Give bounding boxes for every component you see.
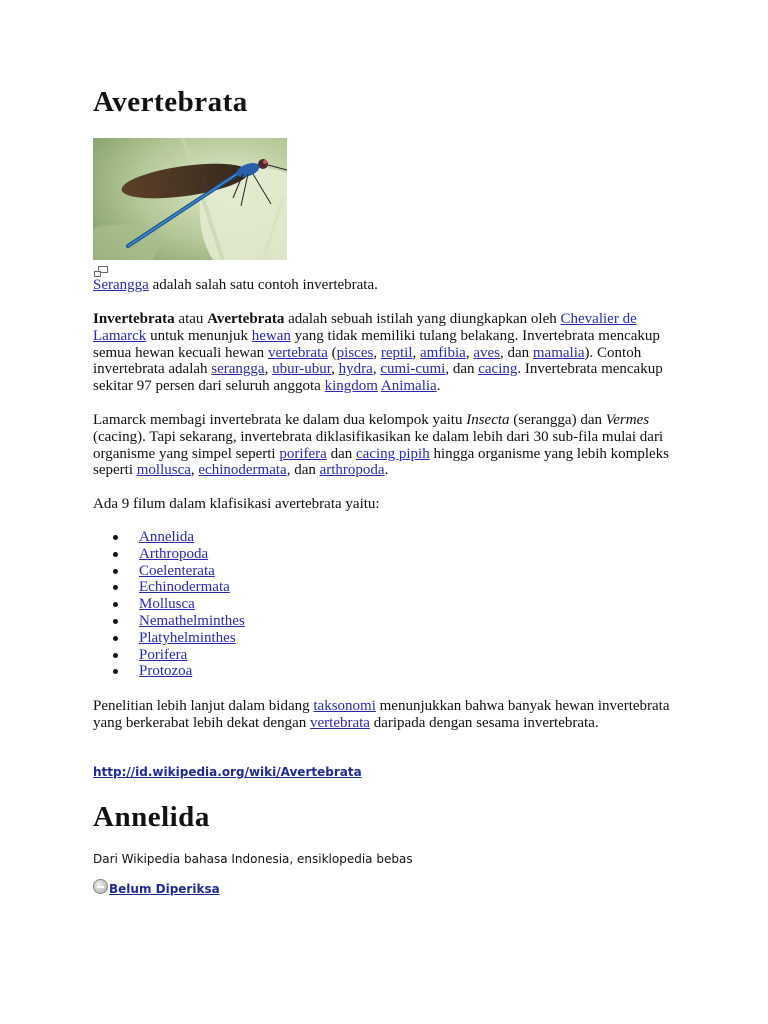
link-vertebrata[interactable]: vertebrata	[267, 344, 328, 361]
link-echinodermata[interactable]: echinodermata	[198, 462, 287, 479]
intro-paragraph	[93, 311, 678, 395]
link-arthropoda[interactable]: arthropoda	[319, 462, 385, 479]
link-phylum-echinodermata[interactable]: Echinodermata	[139, 579, 230, 596]
text: .	[436, 378, 441, 395]
text: (cacing). Tapi sekarang, invertebrata diklasifikasikan ke dalam lebih dari 30 sub-fila mulai dari organisme yang simpel seperti	[93, 428, 664, 462]
link-serangga[interactable]: Serangga	[93, 277, 149, 293]
text: untuk menunjuk	[146, 327, 252, 344]
text: , dan	[286, 462, 320, 479]
link-phylum-arthropoda[interactable]: Arthropoda	[139, 545, 209, 562]
link-phylum-protozoa[interactable]: Protozoa	[139, 663, 193, 680]
list-item	[139, 579, 245, 596]
text: ,	[372, 361, 381, 378]
link-hewan[interactable]: hewan	[251, 327, 291, 344]
link-cacing[interactable]: cacing	[478, 361, 518, 378]
text: ). Contoh invertebrata adalah	[93, 344, 642, 378]
link-hydra[interactable]: hydra	[338, 361, 373, 378]
link-phylum-mollusca[interactable]: Mollusca	[139, 596, 195, 613]
text: ,	[190, 462, 199, 479]
list-item	[139, 647, 245, 664]
text: (serangga) dan	[509, 412, 606, 428]
link-aves[interactable]: aves	[473, 344, 500, 361]
text: yang tidak memiliki tulang belakang. Invertebrata mencakup semua hewan kecuali hewan	[93, 327, 660, 361]
link-ubur-ubur[interactable]: ubur-ubur	[272, 361, 332, 378]
text: Lamarck membagi invertebrata ke dalam dua kelompok yaitu	[93, 412, 467, 428]
unreviewed-icon	[93, 879, 108, 894]
bullet-icon	[113, 602, 118, 607]
link-cacing-pipih[interactable]: cacing pipih	[356, 445, 430, 462]
article-title-avertebrata: Avertebrata	[93, 86, 248, 118]
link-taksonomi[interactable]: taksonomi	[313, 698, 376, 714]
text: menunjukkan bahwa banyak hewan invertebrata yang berkerabat lebih dekat dengan	[93, 698, 670, 731]
text: Penelitian lebih lanjut dalam bidang	[93, 698, 314, 714]
list-item	[139, 596, 245, 613]
text: adalah sebuah istilah yang diungkapkan oleh	[284, 311, 561, 327]
text: ,	[465, 344, 474, 361]
bullet-icon	[113, 569, 118, 574]
link-cumi-cumi[interactable]: cumi-cumi	[380, 361, 446, 378]
term-insecta: Insecta	[466, 412, 510, 428]
classification-paragraph	[93, 412, 678, 479]
source-url-link[interactable]: http://id.wikipedia.org/wiki/Avertebrata	[93, 765, 362, 779]
bullet-icon	[113, 653, 118, 658]
wikipedia-source-note: Dari Wikipedia bahasa Indonesia, ensiklopedia bebas	[93, 852, 413, 866]
bullet-icon	[113, 669, 118, 674]
dragonfly-photo-icon	[93, 138, 287, 260]
phyla-intro: Ada 9 filum dalam klafisikasi avertebrata yaitu:	[93, 496, 380, 512]
link-porifera[interactable]: porifera	[279, 445, 327, 462]
bullet-icon	[113, 552, 118, 557]
link-chevalier-de-lamarck[interactable]: Chevalier de Lamarck	[93, 311, 637, 344]
link-reptil[interactable]: reptil	[380, 344, 413, 361]
list-item	[139, 613, 245, 630]
text: hingga organisme yang lebih kompleks seperti	[93, 445, 670, 479]
list-item	[139, 546, 245, 563]
link-phylum-platyhelminthes[interactable]: Platyhelminthes	[139, 629, 236, 646]
review-status	[93, 882, 220, 896]
link-phylum-annelida[interactable]: Annelida	[139, 529, 194, 545]
caption-text: adalah salah satu contoh invertebrata.	[148, 277, 378, 293]
link-phylum-porifera[interactable]: Porifera	[139, 646, 188, 663]
bullet-icon	[113, 619, 118, 624]
enlarge-image-button[interactable]	[94, 264, 108, 275]
link-mamalia[interactable]: mamalia	[532, 344, 585, 361]
list-item	[139, 529, 245, 546]
text: ,	[412, 344, 420, 361]
text: ,	[264, 361, 273, 378]
text: ,	[331, 361, 339, 378]
article-title-annelida: Annelida	[93, 801, 210, 833]
link-amfibia[interactable]: amfibia	[419, 344, 466, 361]
text: .	[384, 462, 389, 479]
term-avertebrata: Avertebrata	[207, 311, 285, 327]
review-status-link[interactable]: Belum Diperiksa	[109, 882, 220, 896]
enlarge-icon	[94, 266, 108, 277]
text: , dan	[445, 361, 479, 378]
text: ,	[373, 344, 381, 361]
text: dan	[326, 445, 356, 462]
link-mollusca[interactable]: mollusca	[136, 462, 191, 479]
text: atau	[174, 311, 208, 327]
term-invertebrata: Invertebrata	[93, 311, 175, 327]
list-item	[139, 663, 245, 680]
link-phylum-nemathelminthes[interactable]: Nemathelminthes	[139, 612, 245, 629]
research-paragraph	[93, 698, 678, 732]
link-serangga-2[interactable]: serangga	[211, 361, 265, 378]
bullet-icon	[113, 535, 118, 540]
list-item	[139, 563, 245, 580]
dragonfly-image[interactable]	[93, 138, 287, 260]
phyla-list	[93, 529, 245, 680]
text: (	[327, 344, 337, 361]
link-kingdom[interactable]: kingdom	[324, 378, 378, 395]
text: daripada dengan sesama invertebrata.	[369, 714, 599, 731]
bullet-icon	[113, 636, 118, 641]
text: , dan	[499, 344, 533, 361]
link-pisces[interactable]: pisces	[336, 344, 374, 361]
list-item	[139, 630, 245, 647]
text: . Invertebrata mencakup sekitar 97 persen dari seluruh anggota	[93, 361, 663, 395]
image-caption	[93, 277, 378, 294]
link-vertebrata-2[interactable]: vertebrata	[310, 714, 370, 731]
term-vermes: Vermes	[605, 412, 650, 428]
link-phylum-coelenterata[interactable]: Coelenterata	[139, 562, 215, 579]
bullet-icon	[113, 585, 118, 590]
link-animalia[interactable]: Animalia	[380, 378, 437, 395]
